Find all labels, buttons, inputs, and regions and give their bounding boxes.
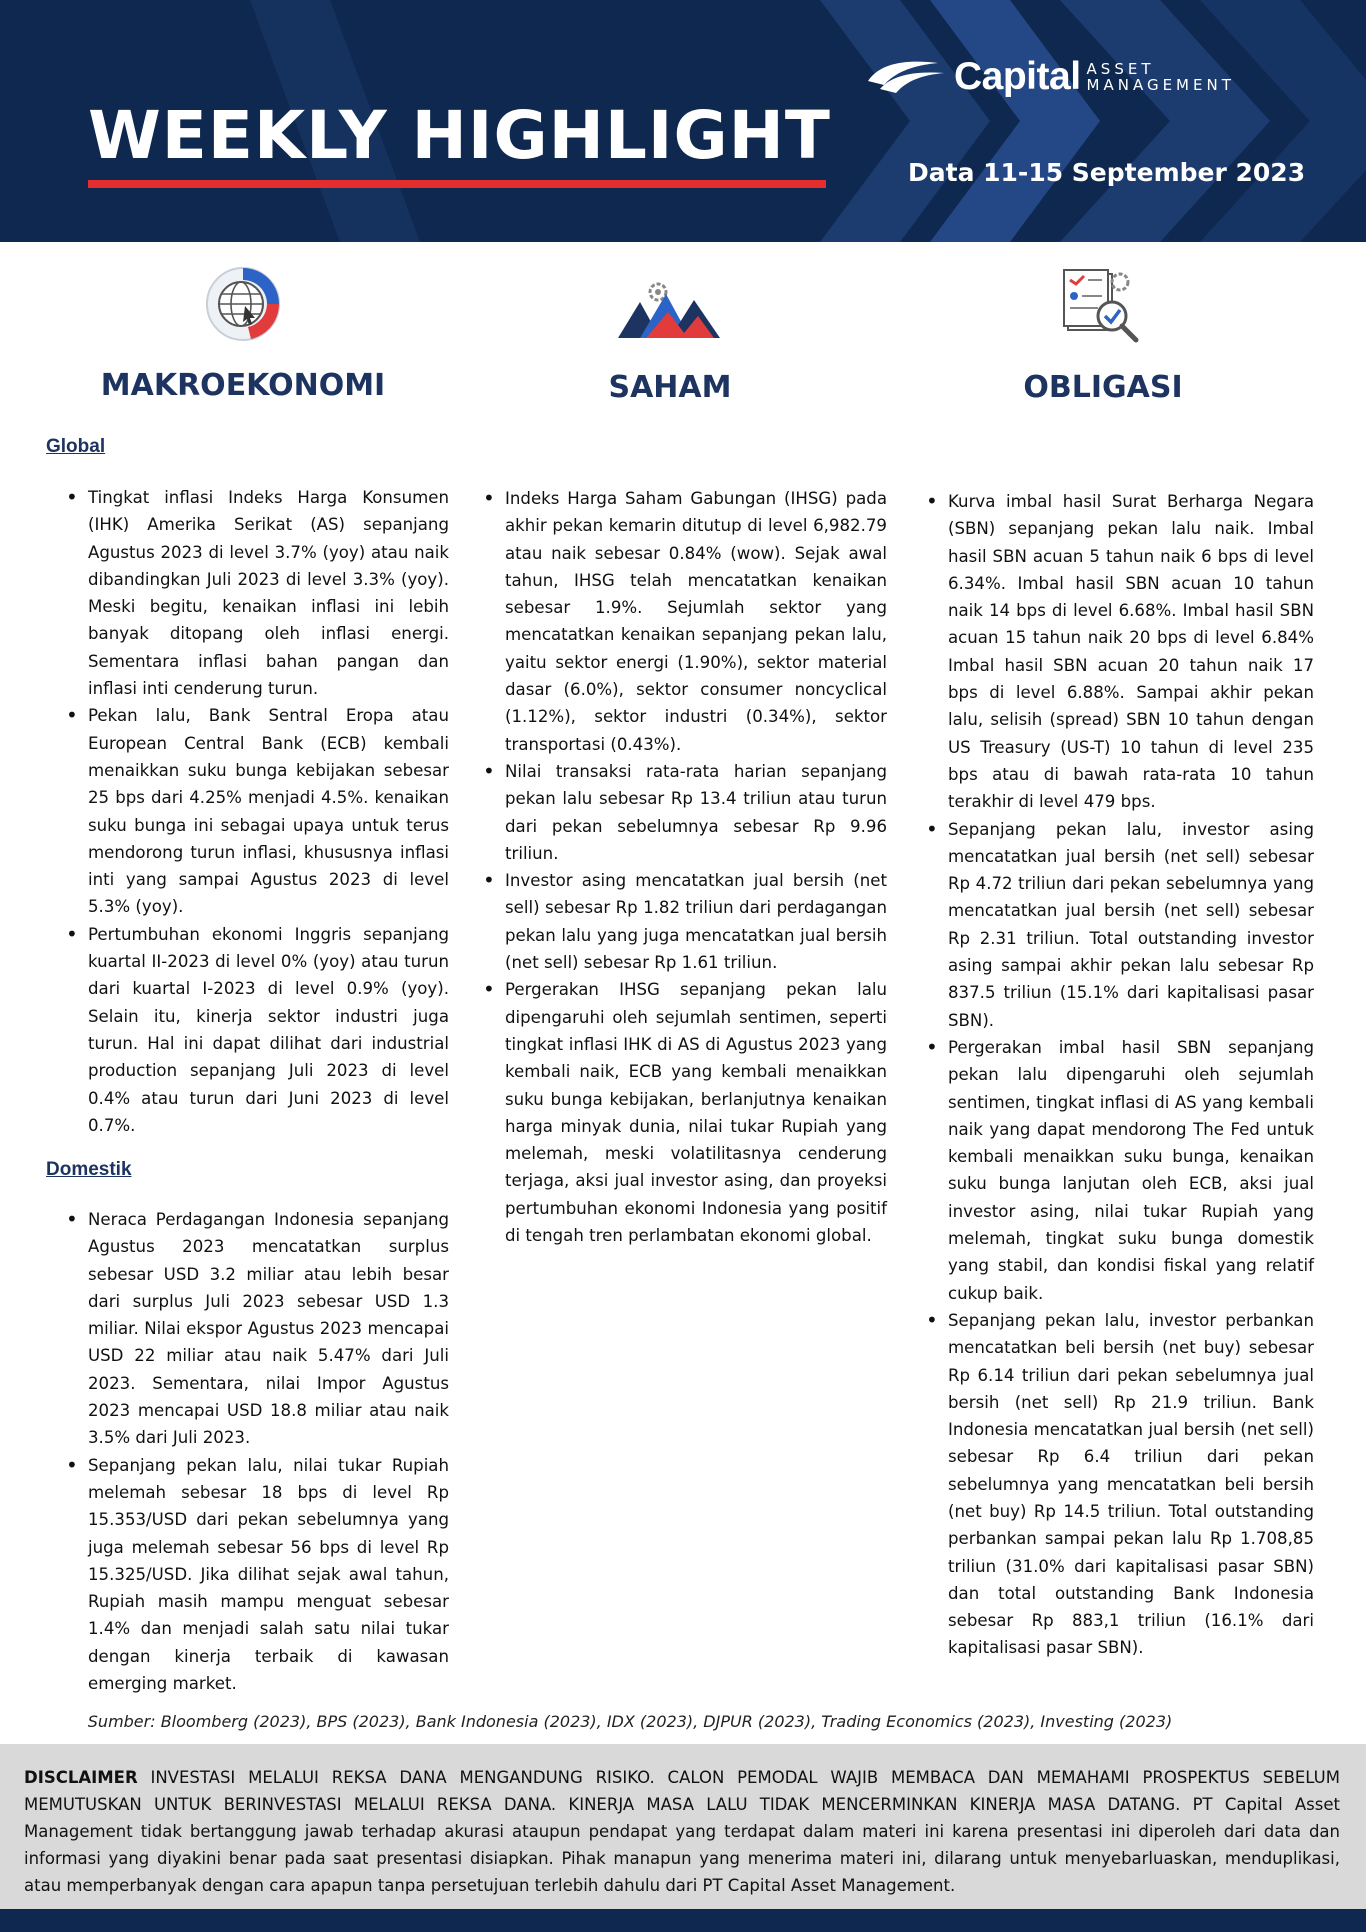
footer-bar	[0, 1909, 1366, 1932]
list-item: • Investor asing mencatatkan jual bersih (net sell) sebesar Rp 1.82 triliun dari perdagangan pekan lalu yang juga mencatatkan jual bersih (net sell) sebesar Rp 1.61 triliun.	[505, 867, 887, 976]
list-item: • Sepanjang pekan lalu, investor perbankan mencatatkan beli bersih (net buy) sebesar Rp 6.14 triliun dari pekan sebelumnya jual bersih (net sell) Rp 21.9 triliun. Bank Indonesia mencatatkan jual bersih (net sell) sebesar Rp 6.4 triliun dari pekan sebelumnya yang mencatatkan beli bersih (net buy) Rp 14.5 triliun. Total outstanding perbankan sampai pekan lalu Rp 1.708,85 triliun (31.0% dari kapitalisasi pasar SBN) dan total outstanding Bank Indonesia sebesar Rp 883,1 triliun (16.1% dari kapitalisasi pasar SBN).	[948, 1307, 1314, 1662]
source-note: Sumber: Bloomberg (2023), BPS (2023), Bank Indonesia (2023), IDX (2023), DJPUR (2023), Trading Economics (2023), Investing (2023)	[87, 1712, 1173, 1731]
brand-subtitle	[1087, 61, 1235, 93]
header-banner	[0, 0, 1366, 242]
list-item: • Nilai transaksi rata-rata harian sepanjang pekan lalu sebesar Rp 13.4 triliun atau turun dari pekan sebelumnya sebesar Rp 9.96 triliun.	[505, 758, 887, 867]
disclaimer-body: INVESTASI MELALUI REKSA DANA MENGANDUNG RISIKO. CALON PEMODAL WAJIB MEMBACA DAN MEMAHAMI PROSPEKTUS SEBELUM MEMUTUSKAN UNTUK BERINVESTASI MELALUI REKSA DANA. KINERJA MASA LALU TIDAK MENCERMINKAN KINERJA MASA DATANG. PT Capital Asset Management tidak bertanggung jawab terhadap akurasi ataupun pendapat yang terdapat dalam materi ini karena presentasi ini diperoleh dari data dan informasi yang diyakini benar pada saat presentasi disiapkan. Pihak manapun yang menerima materi ini, dilarang untuk menyebarluaskan, menduplikasi, atau memperbanyak dengan cara apapun tanpa persetujuan terlebih dahulu dari PT Capital Asset Management.	[24, 1768, 1340, 1895]
list-item: • Pekan lalu, Bank Sentral Eropa atau European Central Bank (ECB) kembali menaikkan suku bunga kebijakan sebesar 25 bps dari 4.25% menjadi 4.5%. kenaikan suku bunga ini sebagai upaya untuk terus mendorong turun inflasi, khususnya inflasi inti yang sampai Agustus 2023 di level 5.3% (yoy).	[88, 702, 449, 920]
disclaimer-label: DISCLAIMER	[24, 1768, 138, 1787]
document-checklist-icon	[1062, 268, 1142, 344]
brand-sub-line-1: ASSET	[1086, 60, 1155, 78]
report-date: Data 11-15 September 2023	[908, 158, 1306, 187]
section-heading-global: Global	[46, 436, 106, 457]
wing-logo-icon	[866, 59, 946, 95]
global-bullet-list	[88, 484, 449, 1139]
domestik-bullet-list	[88, 1206, 449, 1697]
section-heading-domestik: Domestik	[46, 1159, 132, 1180]
list-item: • Indeks Harga Saham Gabungan (IHSG) pada akhir pekan kemarin ditutup di level 6,982.79 atau naik sebesar 0.84% (wow). Sejak awal tahun, IHSG telah mencatatkan kenaikan sebesar 1.9%. Sejumlah sektor yang mencatatkan kenaikan sepanjang pekan lalu, yaitu sektor energi (1.90%), sektor material dasar (6.0%), sektor consumer noncyclical (1.12%), sektor industri (0.34%), sektor transportasi (0.43%).	[505, 485, 887, 758]
list-item: • Pergerakan imbal hasil SBN sepanjang pekan lalu dipengaruhi oleh sejumlah sentimen, tingkat inflasi di AS yang kembali naik yang dapat mendorong The Fed untuk kembali menaikkan suku bunga, kenaikan suku bunga lanjutan oleh ECB, aksi jual investor asing, nilai tukar Rupiah yang melemah, tingkat suku bunga domestik yang stabil, dan kondisi fiskal yang relatif cukup baik.	[948, 1034, 1314, 1307]
column-title-makroekonomi: MAKROEKONOMI	[100, 368, 386, 403]
disclaimer-text	[24, 1764, 1340, 1899]
list-item: • Pertumbuhan ekonomi Inggris sepanjang kuartal II-2023 di level 0% (yoy) atau turun dari kuartal I-2023 di level 0.9% (yoy). Selain itu, kinerja sektor industri juga turun. Hal ini dapat dilihat dari industrial production sepanjang Juli 2023 di level 0.4% atau turun dari Juni 2023 di level 0.7%.	[88, 921, 449, 1139]
saham-bullet-list	[505, 485, 887, 1249]
title-underline	[88, 180, 826, 188]
list-item: • Kurva imbal hasil Surat Berharga Negara (SBN) sepanjang pekan lalu naik. Imbal hasil SBN acuan 5 tahun naik 6 bps di level 6.34%. Imbal hasil SBN acuan 10 tahun naik 14 bps di level 6.68%. Imbal hasil SBN acuan 15 tahun naik 20 bps di level 6.84% Imbal hasil SBN acuan 20 tahun naik 17 bps di level 6.88%. Sampai akhir pekan lalu, selisih (spread) SBN 10 tahun dengan US Treasury (US-T) 10 tahun di level 235 bps atau di bawah rata-rata 10 tahun terakhir di level 479 bps.	[948, 488, 1314, 816]
brand-logo	[866, 54, 1235, 100]
column-title-saham: SAHAM	[608, 370, 732, 405]
disclaimer-box	[0, 1744, 1366, 1909]
list-item: • Tingkat inflasi Indeks Harga Konsumen (IHK) Amerika Serikat (AS) sepanjang Agustus 2023 di level 3.7% (yoy) atau naik dibandingkan Juli 2023 di level 3.3% (yoy). Meski begitu, kenaikan inflasi ini lebih banyak ditopang oleh inflasi energi. Sementara inflasi bahan pangan dan inflasi inti cenderung turun.	[88, 484, 449, 702]
list-item: • Pergerakan IHSG sepanjang pekan lalu dipengaruhi oleh sejumlah sentimen, seperti tingkat inflasi IHK di AS di Agustus 2023 yang kembali naik, ECB yang kembali menaikkan suku bunga kebijakan, berlanjutnya kenaikan harga minyak dunia, nilai tukar Rupiah yang melemah, meski volatilitasnya cenderung terjaga, aksi jual investor asing, dan proyeksi pertumbuhan ekonomi Indonesia yang positif di tengah tren perlambatan ekonomi global.	[505, 976, 887, 1249]
obligasi-bullet-list	[948, 488, 1314, 1662]
globe-icon	[203, 264, 283, 344]
list-item: • Sepanjang pekan lalu, nilai tukar Rupiah melemah sebesar 18 bps di level Rp 15.353/USD dari pekan sebelumnya yang juga melemah sebesar 56 bps di level Rp 15.325/USD. Jika dilihat sejak awal tahun, Rupiah masih mampu menguat sebesar 1.4% dan menjadi salah satu nilai tukar dengan kinerja terbaik di kawasan emerging market.	[88, 1452, 449, 1698]
list-item: • Neraca Perdagangan Indonesia sepanjang Agustus 2023 mencatatkan surplus sebesar USD 3.2 miliar atau lebih besar dari surplus Juli 2023 sebesar USD 1.3 miliar. Nilai ekspor Agustus 2023 mencapai USD 22 miliar atau naik 5.47% dari Juli 2023. Sementara, nilai Impor Agustus 2023 mencapai USD 18.8 miliar atau naik 3.5% dari Juli 2023.	[88, 1206, 449, 1452]
mountain-chart-icon	[618, 276, 722, 342]
column-title-obligasi: OBLIGASI	[1023, 370, 1183, 405]
list-item: • Sepanjang pekan lalu, investor asing mencatatkan jual bersih (net sell) sebesar Rp 4.72 triliun dari pekan sebelumnya yang mencatatkan jual bersih (net sell) sebesar Rp 2.31 triliun. Total outstanding investor asing sampai akhir pekan lalu sebesar Rp 837.5 triliun (15.1% dari kapitalisasi pasar SBN).	[948, 816, 1314, 1034]
page-title: WEEKLY HIGHLIGHT	[88, 97, 831, 174]
brand-name: Capital	[954, 55, 1081, 98]
brand-sub-line-2: MANAGEMENT	[1086, 76, 1235, 94]
